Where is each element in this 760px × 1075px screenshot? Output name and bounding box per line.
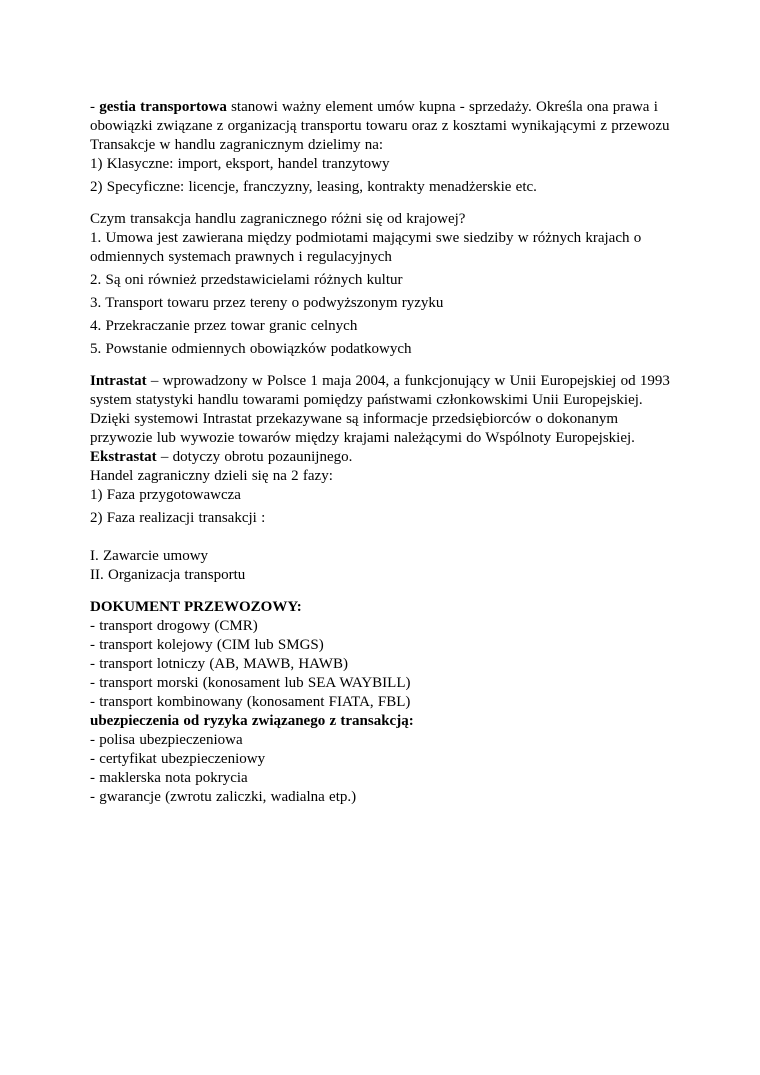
list-item-1 xyxy=(90,229,670,267)
heading-dokument-przewozowy xyxy=(90,598,670,617)
text-run: 1) Faza przygotowawcza xyxy=(90,487,241,503)
list-item-3 xyxy=(90,294,670,313)
list-item-kombinowany xyxy=(90,693,670,712)
list-item-maklerska xyxy=(90,769,670,788)
text-run: DOKUMENT PRZEWOZOWY: xyxy=(90,599,302,615)
list-item-lotniczy xyxy=(90,655,670,674)
list-item-faza-2 xyxy=(90,509,670,528)
list-item-5 xyxy=(90,340,670,359)
text-run: Ekstrastat xyxy=(90,449,157,465)
text-run: - certyfikat ubezpieczeniowy xyxy=(90,751,266,767)
para-intrastat xyxy=(90,372,670,448)
list-item-certyfikat xyxy=(90,750,670,769)
text-run: - gwarancje (zwrotu zaliczki, wadialna etp.) xyxy=(90,789,357,805)
text-run: - polisa ubezpieczeniowa xyxy=(90,732,243,748)
text-run: Intrastat xyxy=(90,373,147,389)
text-run: - transport kolejowy (CIM lub SMGS) xyxy=(90,637,324,653)
text-run: - transport lotniczy (AB, MAWB, HAWB) xyxy=(90,656,348,672)
list-item-drogowy xyxy=(90,617,670,636)
text-run: 2) Specyficzne: licencje, franczyzny, leasing, kontrakty menadżerskie etc. xyxy=(90,179,537,195)
text-run: 5. Powstanie odmiennych obowiązków podatkowych xyxy=(90,341,412,357)
text-run: 2) Faza realizacji transakcji : xyxy=(90,510,266,526)
text-run: stanowi ważny element umów kupna - sprzedaży. Określa ona prawa i obowiązki związane z organizacją transportu towaru oraz z kosztami wynikającymi z przewozu xyxy=(90,99,670,134)
text-run: – wprowadzony w Polsce 1 maja 2004, a funkcjonujący w Unii Europejskiej od 1993 system statystyki handlu towarami pomiędzy państwami członkowskimi Unii Europejskiej. Dzięki systemowi Intrastat przekazywane są informacje przedsiębiorców o dokonanym przywozie lub wywozie towarów między krajami należącymi do Wspólnoty Europejskiej. xyxy=(90,373,670,446)
document-content xyxy=(90,98,670,807)
paragraph-gap xyxy=(90,585,670,598)
text-run: - transport drogowy (CMR) xyxy=(90,618,258,634)
text-run: - transport morski (konosament lub SEA WAYBILL) xyxy=(90,675,411,691)
text-run: gestia transportowa xyxy=(99,99,227,115)
paragraph-gap xyxy=(90,359,670,372)
text-run: - xyxy=(90,99,100,115)
text-run: 2. Są oni również przedstawicielami różnych kultur xyxy=(90,272,403,288)
text-run: ubezpieczenia od ryzyka związanego z transakcją: xyxy=(90,713,414,729)
list-item-4 xyxy=(90,317,670,336)
list-item-faza-1 xyxy=(90,486,670,505)
line-question xyxy=(90,210,670,229)
text-run: 1) Klasyczne: import, eksport, handel tranzytowy xyxy=(90,156,390,172)
line-fazy-intro xyxy=(90,467,670,486)
text-run: I. Zawarcie umowy xyxy=(90,548,209,564)
text-run: - maklerska nota pokrycia xyxy=(90,770,248,786)
list-item-specyficzne xyxy=(90,178,670,197)
para-ekstrastat xyxy=(90,448,670,467)
text-run: II. Organizacja transportu xyxy=(90,567,246,583)
line-organizacja-transportu xyxy=(90,566,670,585)
list-item-polisa xyxy=(90,731,670,750)
line-transakcje-intro xyxy=(90,136,670,155)
text-run: Handel zagraniczny dzieli się na 2 fazy: xyxy=(90,468,333,484)
text-run: 4. Przekraczanie przez towar granic celnych xyxy=(90,318,358,334)
list-item-2 xyxy=(90,271,670,290)
text-run: Czym transakcja handlu zagranicznego różni się od krajowej? xyxy=(90,211,466,227)
para-gestia xyxy=(90,98,670,136)
line-zawarcie-umowy xyxy=(90,547,670,566)
text-run: – dotyczy obrotu pozaunijnego. xyxy=(156,449,353,465)
heading-ubezpieczenia xyxy=(90,712,670,731)
text-run: 1. Umowa jest zawierana między podmiotami mającymi swe siedziby w różnych krajach o odmiennych systemach prawnych i regulacyjnych xyxy=(90,230,642,265)
paragraph-gap xyxy=(90,197,670,210)
text-run: 3. Transport towaru przez tereny o podwyższonym ryzyku xyxy=(90,295,444,311)
paragraph-gap xyxy=(90,528,670,547)
list-item-kolejowy xyxy=(90,636,670,655)
list-item-morski xyxy=(90,674,670,693)
list-item-gwarancje xyxy=(90,788,670,807)
text-run: Transakcje w handlu zagranicznym dzielimy na: xyxy=(90,137,384,153)
text-run: - transport kombinowany (konosament FIATA, FBL) xyxy=(90,694,411,710)
list-item-klasyczne xyxy=(90,155,670,174)
